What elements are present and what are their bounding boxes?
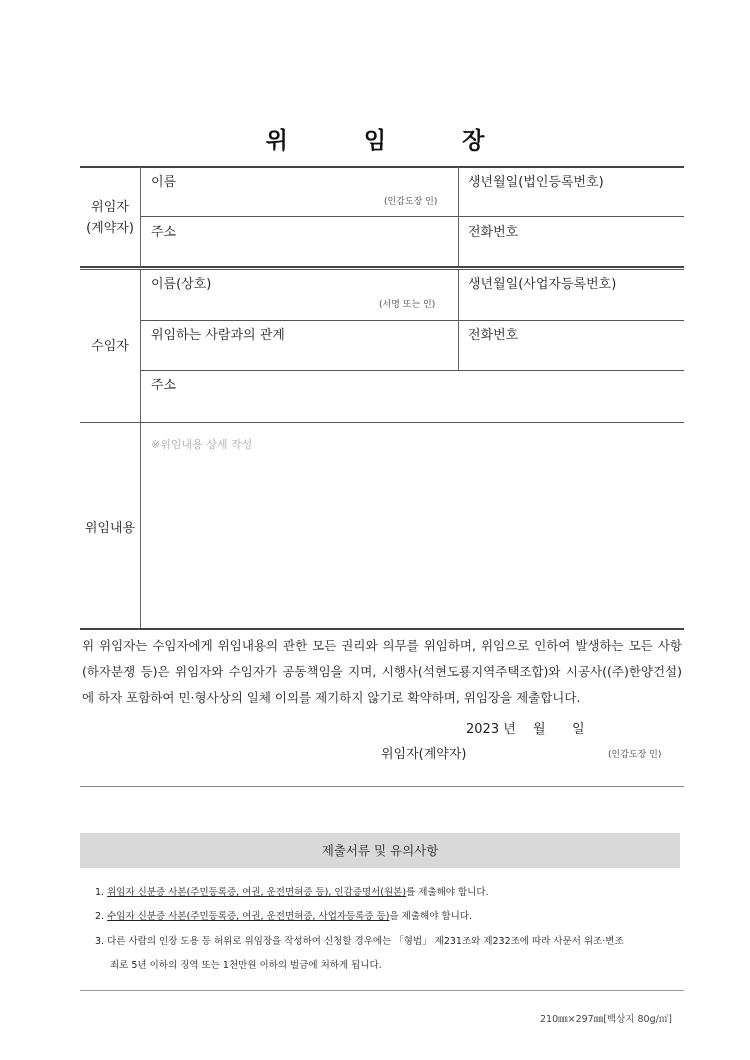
delegator-birth-label: 생년월일(법인등록번호) xyxy=(468,175,604,190)
signature-seal-note: (인감도장 인) xyxy=(608,750,662,760)
statement-paragraph: 위 위임자는 수임자에게 위임내용의 관한 모든 권리와 의무를 위임하며, 위임으로 인하여 발생하는 모든 사항(하자분쟁 등)은 위임자와 수임자가 공동책임을 지며, 시행사(석현도룡지역주택조합)와 시공사((주)한양건설)에 하자 포함하여 민·형사상의 일체 이의를 제기하지 않기로 확약하며, 위임장을 제출합니다. xyxy=(82,638,682,705)
delegate-name-label: 이름(상호) xyxy=(151,277,212,292)
notice-item-2-underlined: 수임자 신분증 사본(주민등록증, 여권, 운전면허증, 사업자등록증 등) xyxy=(107,911,390,922)
notice-item-2-rest: 을 제출해야 합니다. xyxy=(389,911,472,922)
signature-label: 위임자(계약자) xyxy=(381,747,467,762)
date-month: 월 xyxy=(533,722,546,737)
delegate-phone-label: 전화번호 xyxy=(468,328,519,343)
delegate-col-divider xyxy=(458,270,459,370)
content-label-divider xyxy=(140,423,141,628)
delegator-seal-note: (인감도장 인) xyxy=(384,197,438,207)
table-top-border xyxy=(80,166,684,168)
notice-item-2 xyxy=(95,905,685,928)
delegate-section-label: 수임자 xyxy=(91,339,129,354)
delegate-relation-label: 위임하는 사람과의 관계 xyxy=(151,328,285,343)
delegator-label-line2: (계약자) xyxy=(86,221,134,236)
notice-item-1-num: 1. xyxy=(95,887,105,898)
delegator-name-label: 이름 xyxy=(151,175,177,190)
notice-item-1 xyxy=(95,881,685,904)
delegator-section-label xyxy=(80,197,140,239)
delegate-bottom-border xyxy=(80,422,684,423)
delegator-address-label: 주소 xyxy=(151,225,177,240)
delegator-bottom-border xyxy=(80,266,684,268)
delegate-divider-1 xyxy=(140,320,684,321)
delegate-label-divider xyxy=(140,270,141,422)
date-year: 2023 년 xyxy=(466,722,516,737)
notice-bottom-border xyxy=(80,990,684,991)
notice-item-1-rest: 를 제출해야 합니다. xyxy=(406,887,489,898)
page-title: 위 임 장 xyxy=(265,128,519,154)
delegator-label-line1: 위임자 xyxy=(91,200,129,215)
notice-item-3-line1: 다른 사람의 인장 도용 등 허위로 위임장을 작성하여 신청할 경우에는 「형법」 제231조와 제232조에 따라 사문서 위조·변조 xyxy=(107,936,624,947)
form-bottom-border xyxy=(80,786,684,787)
notice-item-1-underlined: 위임자 신분증 사본(주민등록증, 여권, 운전면허증 등), 인감증명서(원본) xyxy=(107,887,407,898)
notice-item-3-num: 3. xyxy=(95,936,105,947)
delegator-phone-label: 전화번호 xyxy=(468,225,519,240)
delegate-address-label: 주소 xyxy=(151,378,177,393)
delegate-top-border xyxy=(80,269,684,270)
delegator-label-divider xyxy=(140,167,141,267)
delegate-divider-2 xyxy=(140,370,684,371)
content-section-label: 위임내용 xyxy=(84,521,136,536)
content-placeholder: ※위임내용 상세 작성 xyxy=(151,438,253,451)
paper-spec: 210㎜×297㎜[백상지 80g/㎡] xyxy=(540,1014,673,1025)
date-day: 일 xyxy=(572,722,585,737)
notice-item-3 xyxy=(95,930,685,953)
delegator-col-divider xyxy=(458,167,459,267)
delegate-birth-label: 생년월일(사업자등록번호) xyxy=(468,277,617,292)
notice-item-3-cont: 죄로 5년 이하의 징역 또는 1천만원 이하의 벌금에 처하게 됩니다. xyxy=(110,960,382,971)
delegator-mid-divider xyxy=(140,216,684,217)
content-bottom-border xyxy=(80,628,684,630)
notice-item-2-num: 2. xyxy=(95,911,105,922)
notice-title: 제출서류 및 유의사항 xyxy=(80,833,680,868)
delegate-sign-note: (서명 또는 인) xyxy=(379,300,436,310)
